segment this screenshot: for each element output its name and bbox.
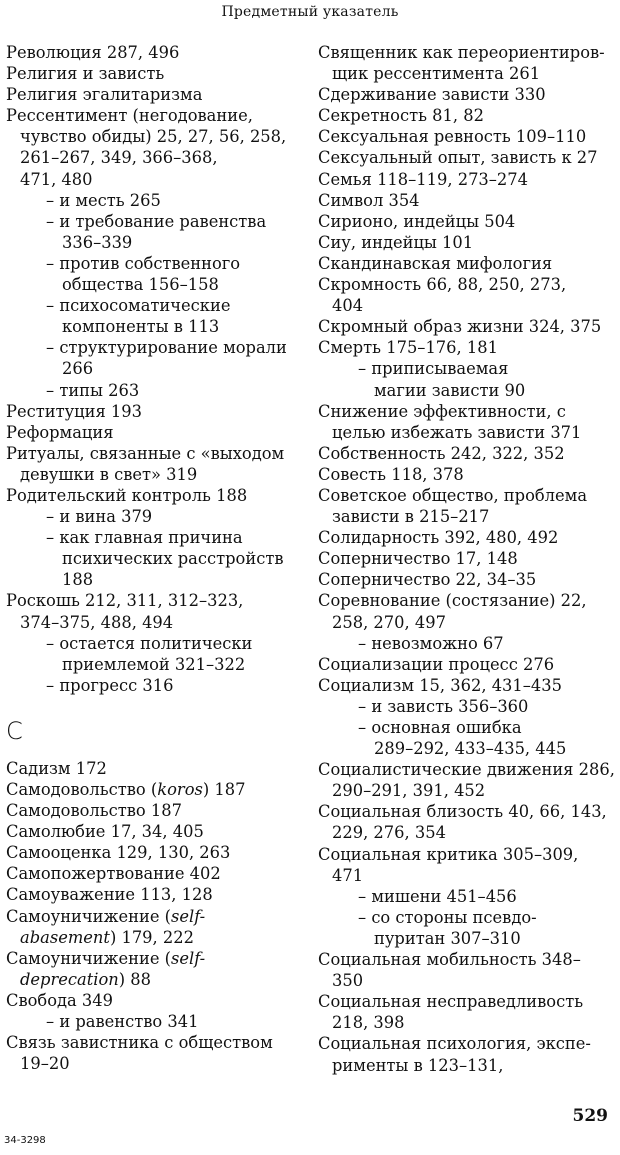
index-entry <box>318 675 618 696</box>
index-entry <box>318 949 618 991</box>
index-entry <box>6 401 306 422</box>
index-entry <box>318 991 618 1033</box>
index-line: 258, 270, 497 <box>332 612 446 632</box>
index-line: Революция 287, 496 <box>6 43 180 62</box>
index-entry <box>6 758 306 779</box>
index-line: магии зависти 90 <box>374 380 526 400</box>
index-entry <box>318 844 618 886</box>
index-line: 218, 398 <box>332 1013 405 1033</box>
index-line: Сдерживание зависти 330 <box>318 85 546 105</box>
index-line: – и месть 265 <box>46 190 161 210</box>
index-line: Соперничество 22, 34–35 <box>318 570 537 590</box>
index-entry <box>6 443 306 485</box>
index-line: Религия эгалитаризма <box>6 85 203 105</box>
index-line: Соперничество 17, 148 <box>318 549 518 569</box>
index-line: – и зависть 356–360 <box>358 696 529 716</box>
index-line: – прогресс 316 <box>46 675 174 695</box>
index-line: – остается политически <box>46 633 253 653</box>
index-line: Социальная несправедливость <box>318 992 584 1012</box>
index-entry <box>318 654 618 675</box>
page-number: 529 <box>572 1106 608 1126</box>
index-line: Религия и зависть <box>6 64 165 84</box>
index-line: чувство обиды) 25, 27, 56, 258, <box>20 127 287 147</box>
index-subentry <box>6 675 306 696</box>
section-letter: С <box>6 716 23 745</box>
index-line: Сексуальный опыт, зависть к 27 <box>318 148 598 168</box>
index-line: 290–291, 391, 452 <box>332 781 486 801</box>
index-line: компоненты в 113 <box>62 317 220 337</box>
index-entry <box>318 464 618 485</box>
index-entry <box>318 190 618 211</box>
index-line: – структурирование морали <box>46 338 287 358</box>
index-subentry <box>6 253 306 295</box>
index-subentry <box>318 886 618 907</box>
index-column-left <box>6 42 306 1074</box>
index-entry <box>6 884 306 905</box>
index-entry <box>318 759 618 801</box>
index-subentry <box>318 717 618 759</box>
index-line: – и равенство 341 <box>46 1012 199 1032</box>
index-entry <box>6 485 306 506</box>
index-line: Реформация <box>6 422 114 442</box>
index-subentry <box>6 527 306 590</box>
index-line: 188 <box>62 570 94 590</box>
index-entry <box>6 821 306 842</box>
index-entry <box>6 105 306 189</box>
index-entry <box>318 169 618 190</box>
index-line: – приписываемая <box>358 359 509 379</box>
index-line: – психосоматические <box>46 296 231 316</box>
index-line: Скромность 66, 88, 250, 273, <box>318 275 567 295</box>
index-line: Снижение эффективности, с <box>318 401 566 421</box>
index-column-right <box>318 42 618 1076</box>
index-entry <box>318 253 618 274</box>
index-subentry <box>318 696 618 717</box>
index-line: 350 <box>332 971 364 991</box>
index-entry <box>318 590 618 632</box>
index-line: щик рессентимента 261 <box>332 64 541 84</box>
index-subentry <box>6 633 306 675</box>
index-entry <box>318 401 618 443</box>
index-entry <box>6 42 306 63</box>
index-subentry <box>6 295 306 337</box>
index-entry <box>6 590 306 632</box>
index-line: – мишени 451–456 <box>358 886 517 906</box>
print-code: 34-3298 <box>4 1135 46 1146</box>
index-subentry <box>318 633 618 654</box>
index-line: Социализации процесс 276 <box>318 654 555 674</box>
index-line: Самоуважение 113, 128 <box>6 885 213 905</box>
index-line: Символ 354 <box>318 190 420 210</box>
index-line: Совесть 118, 378 <box>318 464 464 484</box>
index-line: Социализм 15, 362, 431–435 <box>318 675 562 695</box>
index-entry <box>318 232 618 253</box>
index-entry <box>318 84 618 105</box>
index-entry <box>6 906 306 948</box>
index-entry <box>318 443 618 464</box>
index-entry <box>318 316 618 337</box>
index-line: – и требование равенства <box>46 211 267 231</box>
index-subentry <box>6 506 306 527</box>
index-line: Социальная психология, экспе- <box>318 1034 591 1054</box>
index-line: – со стороны псевдо- <box>358 907 537 927</box>
index-entry <box>318 548 618 569</box>
index-line: Секретность 81, 82 <box>318 106 484 126</box>
index-line: – невозможно 67 <box>358 633 504 653</box>
index-line: Социальная близость 40, 66, 143, <box>318 802 607 822</box>
index-line: Самоуничижение (self- <box>6 948 206 968</box>
index-entry <box>318 485 618 527</box>
index-line: 289–292, 433–435, 445 <box>374 739 567 759</box>
index-line: 19–20 <box>20 1054 70 1074</box>
index-line: 336–339 <box>62 232 133 252</box>
index-subentry <box>6 190 306 211</box>
index-line: общества 156–158 <box>62 275 219 295</box>
index-entry <box>6 779 306 800</box>
index-subentry <box>6 380 306 401</box>
index-line: Сексуальная ревность 109–110 <box>318 127 587 147</box>
index-line: Свобода 349 <box>6 990 114 1010</box>
index-line: Самолюбие 17, 34, 405 <box>6 822 204 842</box>
index-subentry <box>318 907 618 949</box>
index-line: 229, 276, 354 <box>332 823 446 843</box>
index-line: Социальная критика 305–309, <box>318 844 579 864</box>
index-line: пуритан 307–310 <box>374 928 521 948</box>
index-line: Рессентимент (негодование, <box>6 106 253 126</box>
index-line: зависти в 215–217 <box>332 507 490 527</box>
index-line: – против собственного <box>46 253 241 273</box>
index-line: Социалистические движения 286, <box>318 760 615 780</box>
index-line: 374–375, 488, 494 <box>20 612 174 632</box>
index-line: Соревнование (состязание) 22, <box>318 591 587 611</box>
index-entry <box>6 1032 306 1074</box>
index-line: Родительский контроль 188 <box>6 485 248 505</box>
index-line: 471, 480 <box>20 169 93 189</box>
index-entry <box>318 126 618 147</box>
index-line: Семья 118–119, 273–274 <box>318 169 529 189</box>
index-line: 261–267, 349, 366–368, <box>20 148 218 168</box>
index-entry <box>318 527 618 548</box>
index-line: Смерть 175–176, 181 <box>318 338 498 358</box>
index-line: – основная ошибка <box>358 718 522 737</box>
index-entry <box>318 274 618 316</box>
index-entry <box>6 842 306 863</box>
index-line: Скромный образ жизни 324, 375 <box>318 317 602 337</box>
index-line: психических расстройств <box>62 549 284 569</box>
index-line: Самодовольство 187 <box>6 801 182 821</box>
index-entry <box>6 422 306 443</box>
index-entry <box>318 1033 618 1075</box>
index-line: девушки в свет» 319 <box>20 464 198 484</box>
index-line: Советское общество, проблема <box>318 485 588 505</box>
index-line: – и вина 379 <box>46 507 153 527</box>
index-entry <box>318 569 618 590</box>
index-line: deprecation) 88 <box>20 969 152 989</box>
index-line: Самооценка 129, 130, 263 <box>6 843 231 863</box>
index-entry <box>318 105 618 126</box>
index-line: 404 <box>332 296 364 316</box>
index-line: рименты в 123–131, <box>332 1055 504 1075</box>
index-line: Собственность 242, 322, 352 <box>318 443 565 463</box>
index-line: Социальная мобильность 348– <box>318 950 581 970</box>
index-entry <box>318 211 618 232</box>
index-line: Самопожертвование 402 <box>6 864 221 884</box>
index-line: 471 <box>332 865 364 885</box>
index-entry <box>6 948 306 990</box>
index-entry <box>6 863 306 884</box>
index-subentry <box>6 1011 306 1032</box>
index-entry <box>6 84 306 105</box>
index-line: 266 <box>62 359 94 379</box>
index-line: Скандинавская мифология <box>318 253 553 273</box>
index-line: – как главная причина <box>46 528 243 548</box>
index-subentry <box>6 211 306 253</box>
index-line: Реституция 193 <box>6 401 142 421</box>
index-line: abasement) 179, 222 <box>20 927 194 947</box>
index-line: Роскошь 212, 311, 312–323, <box>6 591 244 611</box>
index-line: приемлемой 321–322 <box>62 654 246 674</box>
index-entry <box>318 147 618 168</box>
index-line: Священник как переориентиров- <box>318 43 605 62</box>
index-entry <box>318 42 618 84</box>
index-line: Садизм 172 <box>6 758 107 778</box>
index-line: Солидарность 392, 480, 492 <box>318 528 559 548</box>
index-line: целью избежать зависти 371 <box>332 422 582 442</box>
index-entry <box>6 63 306 84</box>
index-line: – типы 263 <box>46 380 140 400</box>
index-line: Самоуничижение (self- <box>6 906 206 926</box>
index-line: Сирионо, индейцы 504 <box>318 211 516 231</box>
index-entry <box>6 990 306 1011</box>
index-entry <box>318 801 618 843</box>
running-header: Предметный указатель <box>221 4 399 20</box>
index-entry <box>6 800 306 821</box>
index-line: Самодовольство (koros) 187 <box>6 780 246 799</box>
index-line: Ритуалы, связанные с «выходом <box>6 443 285 463</box>
index-entry <box>318 337 618 358</box>
index-subentry <box>318 358 618 400</box>
index-line: Сиу, индейцы 101 <box>318 232 474 252</box>
index-subentry <box>6 337 306 379</box>
index-line: Связь завистника с обществом <box>6 1033 273 1053</box>
